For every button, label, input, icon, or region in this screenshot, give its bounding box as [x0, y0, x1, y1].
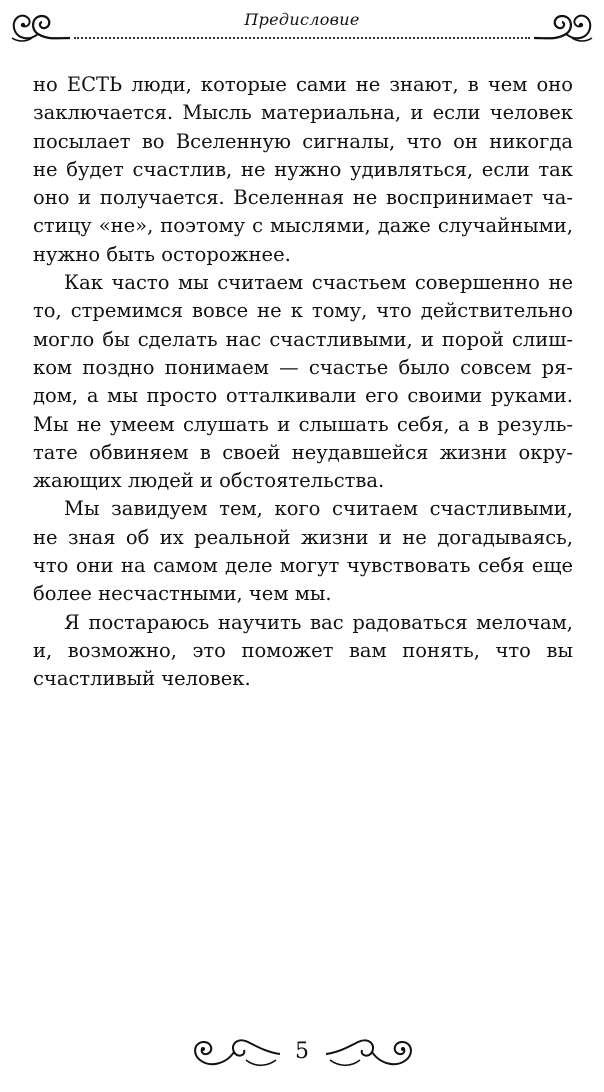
body-text — [33, 71, 573, 694]
page-header — [8, 6, 596, 50]
flourish-ornament-icon — [532, 8, 596, 46]
running-title: Предисловие — [244, 10, 360, 29]
header-divider — [74, 37, 530, 39]
paragraph: Как часто мы считаем счастьем совершенно не то, стремимся вовсе не к тому, что действительно могло бы сделать нас счастливыми, и порой слишком поздно понимаем — счастье было совсем рядом, а мы просто отталкивали его своими руками. Мы не умеем слушать и слышать себя, а в результате обвиняем в своей неудавшейся жизни окружающих людей и обстоятельства. — [33, 271, 573, 493]
page-number: 5 — [295, 1039, 309, 1064]
page-footer — [0, 1030, 604, 1080]
paragraph: но ЕСТЬ люди, которые сами не знают, в чем оно заключается. Мысль материальна, и если человек посылает во Вселенную сигналы, что он никогда не будет счастлив, не нужно удивляться, если так оно и получается. Вселенная не воспринимает частицу «не», поэтому с мыслями, даже случайными, нужно быть осторожнее. — [33, 73, 573, 266]
paragraph: Мы завидуем тем, кого считаем счастливыми, не зная об их реальной жизни и не догадываясь, что они на самом деле могут чувствовать себя еще более несчастными, чем мы. — [33, 497, 573, 606]
paragraph: Я постараюсь научить вас радоваться мелочам, и, возможно, это поможет вам понять, что вы счастливый человек. — [33, 610, 573, 691]
flourish-ornament-icon — [324, 1030, 420, 1074]
